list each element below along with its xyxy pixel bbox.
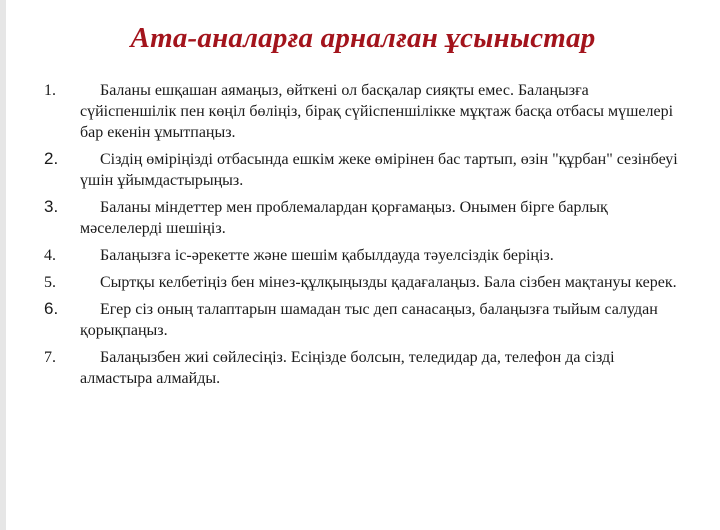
page-title: Ата-аналарға арналған ұсыныстар: [130, 22, 596, 54]
list-item-2: [44, 149, 684, 191]
item-number: 1.: [44, 82, 56, 99]
item-text: Балаңызға іс-әрекетте және шешім қабылдауда тәуелсіздік беріңіз.: [100, 247, 554, 264]
list-item-7: [44, 347, 684, 389]
document-page: [6, 0, 720, 530]
item-number: 7.: [44, 349, 56, 366]
list-item-4: [44, 245, 684, 266]
item-text: Балаңызбен жиі сөйлесіңіз. Есіңізде болсын, теледидар да, телефон да сізді алмастыра алмайды.: [80, 349, 615, 387]
item-text: Баланы ешқашан аямаңыз, өйткені ол басқалар сияқты емес. Балаңызға сүйіспеншілік пен көңіл бөліңіз, бірақ сүйіспеншілікке мұқтаж басқа отбасы мүшелері бар екенін ұмытпаңыз.: [80, 82, 674, 141]
list-item-6: [44, 299, 684, 341]
item-number: 3.: [44, 197, 59, 216]
item-text: Баланы міндеттер мен проблемалардан қорғамаңыз. Онымен бірге барлық мәселелерді шешіңіз.: [80, 199, 608, 237]
list-item-1: [44, 80, 684, 143]
item-number: 6.: [44, 299, 59, 318]
list-item-5: [44, 272, 684, 293]
item-text: Сыртқы келбетіңіз бен мінез-құлқыңызды қадағалаңыз. Бала сізбен мақтануы керек.: [100, 274, 677, 291]
list-item-3: [44, 197, 684, 239]
recommendations-list: [44, 80, 684, 395]
item-number: 2.: [44, 149, 59, 168]
item-text: Сіздің өміріңізді отбасында ешкім жеке өмірінен бас тартып, өзін "құрбан" сезінбеуі үшін ұйымдастырыңыз.: [80, 151, 678, 189]
item-text: Егер сіз оның талаптарын шамадан тыс деп санасаңыз, балаңызға тыйым салудан қорықпаңыз.: [80, 301, 658, 339]
item-number: 5.: [44, 274, 56, 291]
item-number: 4.: [44, 247, 56, 264]
